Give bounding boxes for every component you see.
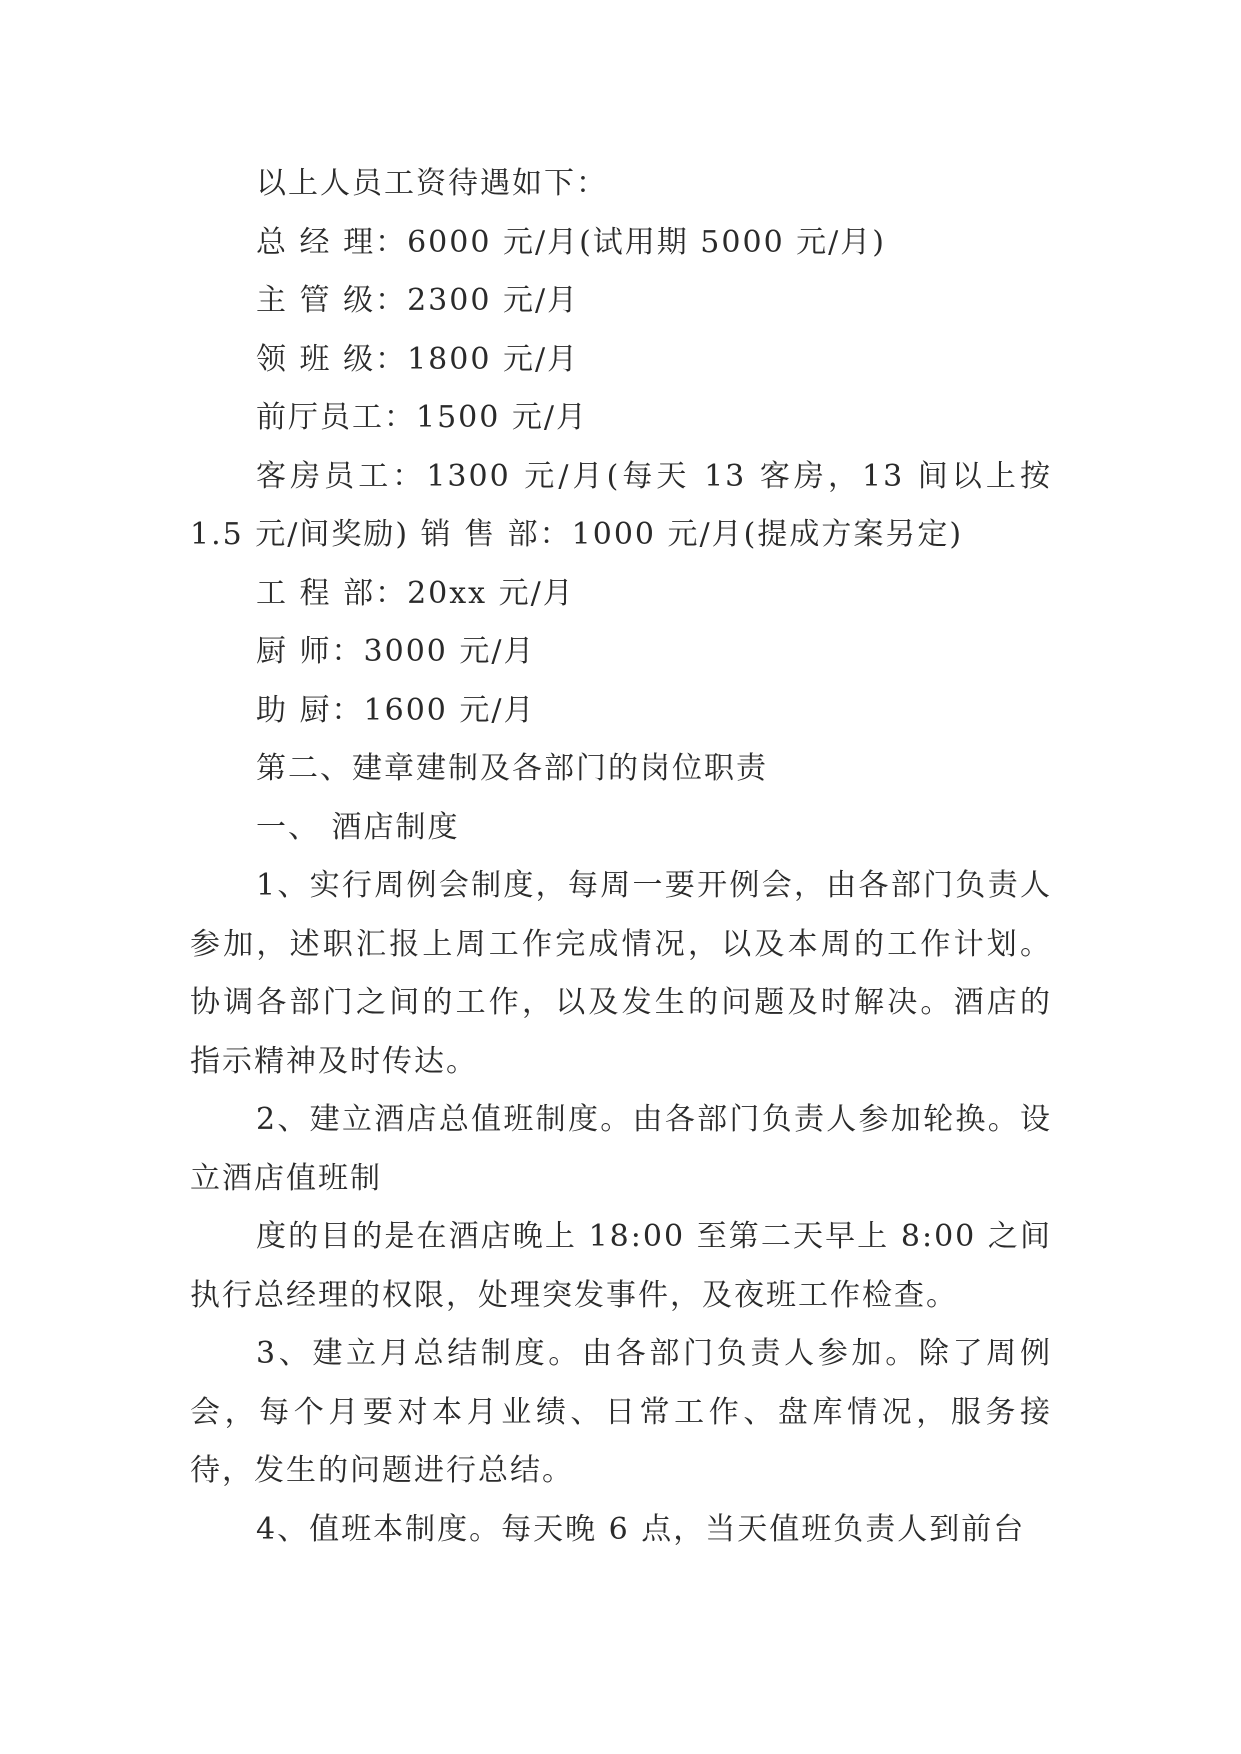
salary-front-desk: 前厅员工：1500 元/月 — [256, 400, 588, 435]
rule-duty-system: 2、建立酒店总值班制度。由各部门负责人参加轮换。设立酒店值班制 — [190, 1102, 1052, 1196]
salary-chef: 厨 师：3000 元/月 — [256, 634, 536, 669]
salary-engineering: 工 程 部：20xx 元/月 — [256, 575, 575, 611]
salary-supervisor: 主 管 级：2300 元/月 — [256, 283, 580, 318]
salary-assistant-chef: 助 厨：1600 元/月 — [256, 692, 536, 728]
section-heading: 第二、建章建制及各部门的岗位职责 — [256, 751, 768, 786]
salary-housekeeping-sales: 客房员工：1300 元/月(每天 13 客房，13 间以上按 1.5 元/间奖励) 销 售 部：1000 元/月(提成方案另定) — [190, 458, 1052, 552]
rule-monthly-summary: 3、建立月总结制度。由各部门负责人参加。除了周例会，每个月要对本月业绩、日常工作、盘库情况，服务接待，发生的问题进行总结。 — [190, 1336, 1052, 1488]
salary-general-manager: 总 经 理：6000 元/月(试用期 5000 元/月) — [256, 224, 886, 260]
subsection-heading: 一、 酒店制度 — [256, 809, 460, 845]
rule-weekly-meeting: 1、实行周例会制度，每周一要开例会，由各部门负责人参加，述职汇报上周工作完成情况，以及本周的工作计划。协调各部门之间的工作，以及发生的问题及时解决。酒店的指示精神及时传达。 — [190, 868, 1052, 1079]
rule-duty-log: 4、值班本制度。每天晚 6 点，当天值班负责人到前台 — [256, 1511, 1026, 1547]
salary-foreman: 领 班 级：1800 元/月 — [256, 341, 580, 377]
document-body — [190, 155, 1052, 1559]
rule-duty-purpose: 度的目的是在酒店晚上 18:00 至第二天早上 8:00 之间执行总经理的权限，处理突发事件，及夜班工作检查。 — [190, 1219, 1052, 1313]
salary-intro: 以上人员工资待遇如下： — [256, 166, 608, 201]
